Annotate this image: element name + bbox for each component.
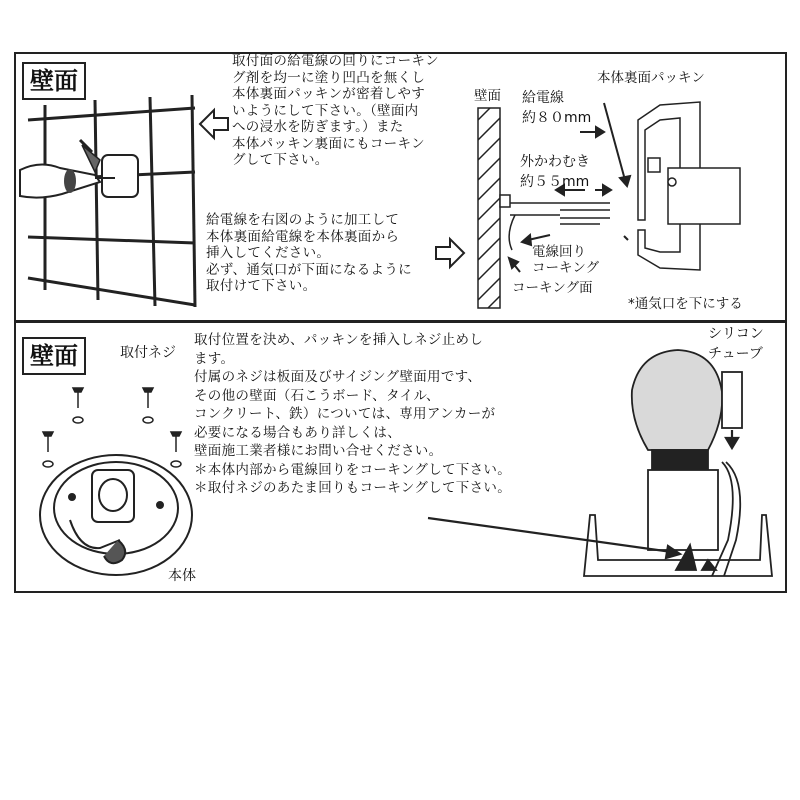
body-base-illustration [40, 455, 192, 575]
label-wire-caulking: 電線回り コーキング [532, 244, 600, 276]
label-feed-wire-length: 給電線 約８０mm [522, 90, 592, 126]
label-vent-note: *通気口を下にする [628, 296, 743, 312]
label-mounting-screw: 取付ネジ [120, 345, 176, 361]
label-back-packing: 本体裏面パッキン [597, 70, 705, 86]
label-wall: 壁面 [474, 88, 501, 104]
section-label-wall-bottom: 壁面 [22, 337, 86, 375]
label-silicon-tube: シリコン チューブ [708, 326, 764, 362]
instruction-feed-wire: 給電線を右図のように加工して 本体裏面給電線を本体裏面から 挿入してください。 必ず、通気口が下面になるように 取付けて下さい。 [206, 212, 412, 294]
instruction-mounting: 取付位置を決め、パッキンを挿入しネジ止めし ます。 付属のネジは板面及びサイジング壁面用です、 その他の壁面（石こうボード、タイル、 コンクリート、鉄）については、専用アンカーが 必要になる場合もあり詳しくは、 壁面施工業者様にお問い合せください。 ＊本体内部から電線回りをコーキングして下さい。 ＊取付ネジのあたま回りもコーキングして下さい。 [194, 332, 511, 496]
label-caulking-surface: コーキング面 [512, 280, 593, 296]
instruction-caulking: 取付面の給電線の回りにコーキン グ剤を均一に塗り凹凸を無くし 本体裏面パッキンが密着しやす いようにして下さい。（壁面内 への浸水を防ぎます。）また 本体パッキン裏面にもコーキン グして下さい。 [232, 53, 439, 168]
bulb-fixture-illustration [584, 350, 772, 576]
section-label-wall-top: 壁面 [22, 62, 86, 100]
label-body: 本体 [168, 568, 196, 584]
label-sheath-strip-length: 外かわむき 約５５mm [520, 154, 590, 190]
